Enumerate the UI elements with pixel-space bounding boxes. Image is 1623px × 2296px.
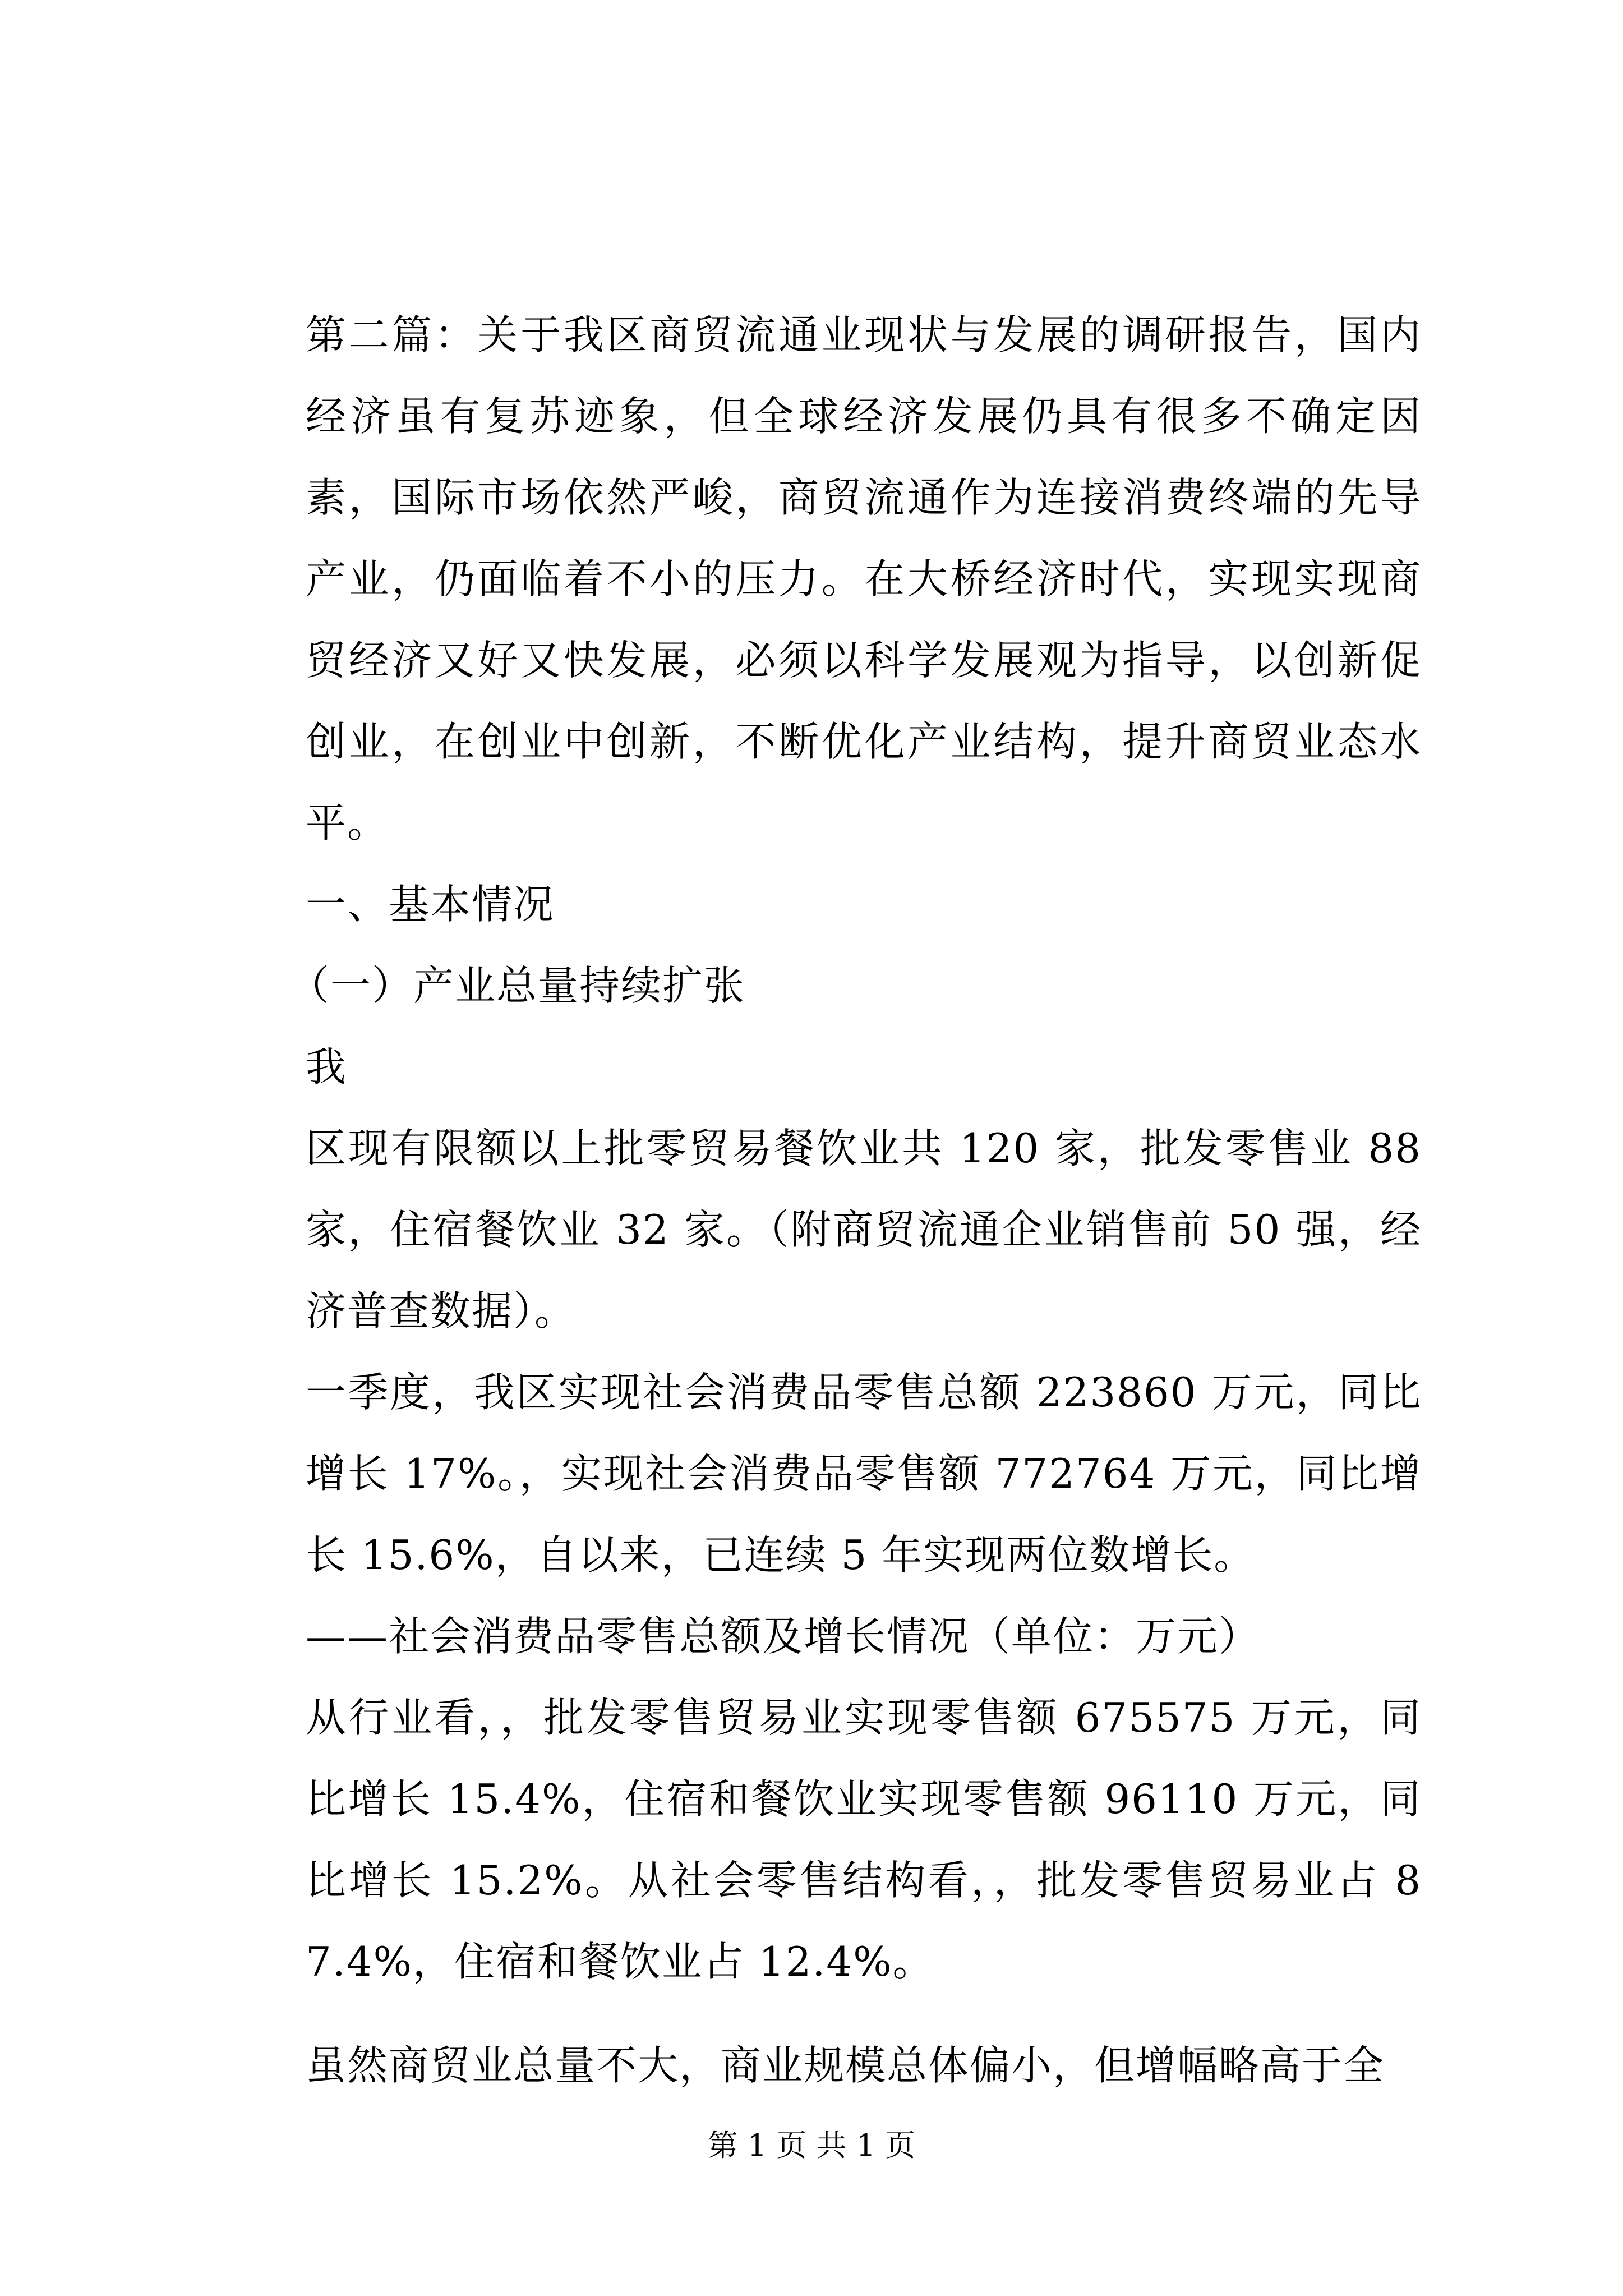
paragraph-retail-caption: ——社会消费品零售总额及增长情况（单位：万元）	[306, 1613, 1261, 1660]
subheading-industry-expansion: （一）产业总量持续扩张	[289, 962, 746, 1009]
document-body	[244, 295, 1422, 2106]
paragraph-first-quarter: 一季度，我区实现社会消费品零售总额 223860 万元，同比增长 17%。，实现社会消费品零售额 772764 万元，同比增长 15.6%，自以来，已连续 5 年实现两位数增长。	[306, 1369, 1422, 1579]
paragraph-fragment-wo: 我	[306, 1043, 348, 1091]
paragraph-by-industry: 从行业看，，批发零售贸易业实现零售额 675575 万元，同比增长 15.4%，住宿和餐饮业实现零售额 96110 万元，同比增长 15.2%。从社会零售结构看，，批发零售贸易业占 87.4%，住宿和餐饮业占 12.4%。	[306, 1694, 1422, 1985]
heading-basic-situation: 一、基本情况	[306, 881, 555, 928]
paragraph-intro: 第二篇：关于我区商贸流通业现状与发展的调研报告，国内经济虽有复苏迹象，但全球经济发展仍具有很多不确定因素，国际市场依然严峻，商贸流通作为连接消费终端的先导产业，仍面临着不小的压力。在大桥经济时代，实现实现商贸经济又好又快发展，必须以科学发展观为指导，以创新促创业，在创业中创新，不断优化产业结构，提升商贸业态水平。	[306, 311, 1422, 846]
paragraph-conclusion: 虽然商贸业总量不大，商业规模总体偏小，但增幅略高于全	[306, 2042, 1385, 2089]
page-footer: 第 1 页 共 1 页	[707, 2128, 916, 2163]
paragraph-enterprise-count: 区现有限额以上批零贸易餐饮业共 120 家，批发零售业 88 家，住宿餐饮业 32 家。（附商贸流通企业销售前 50 强，经济普查数据）。	[306, 1125, 1422, 1335]
